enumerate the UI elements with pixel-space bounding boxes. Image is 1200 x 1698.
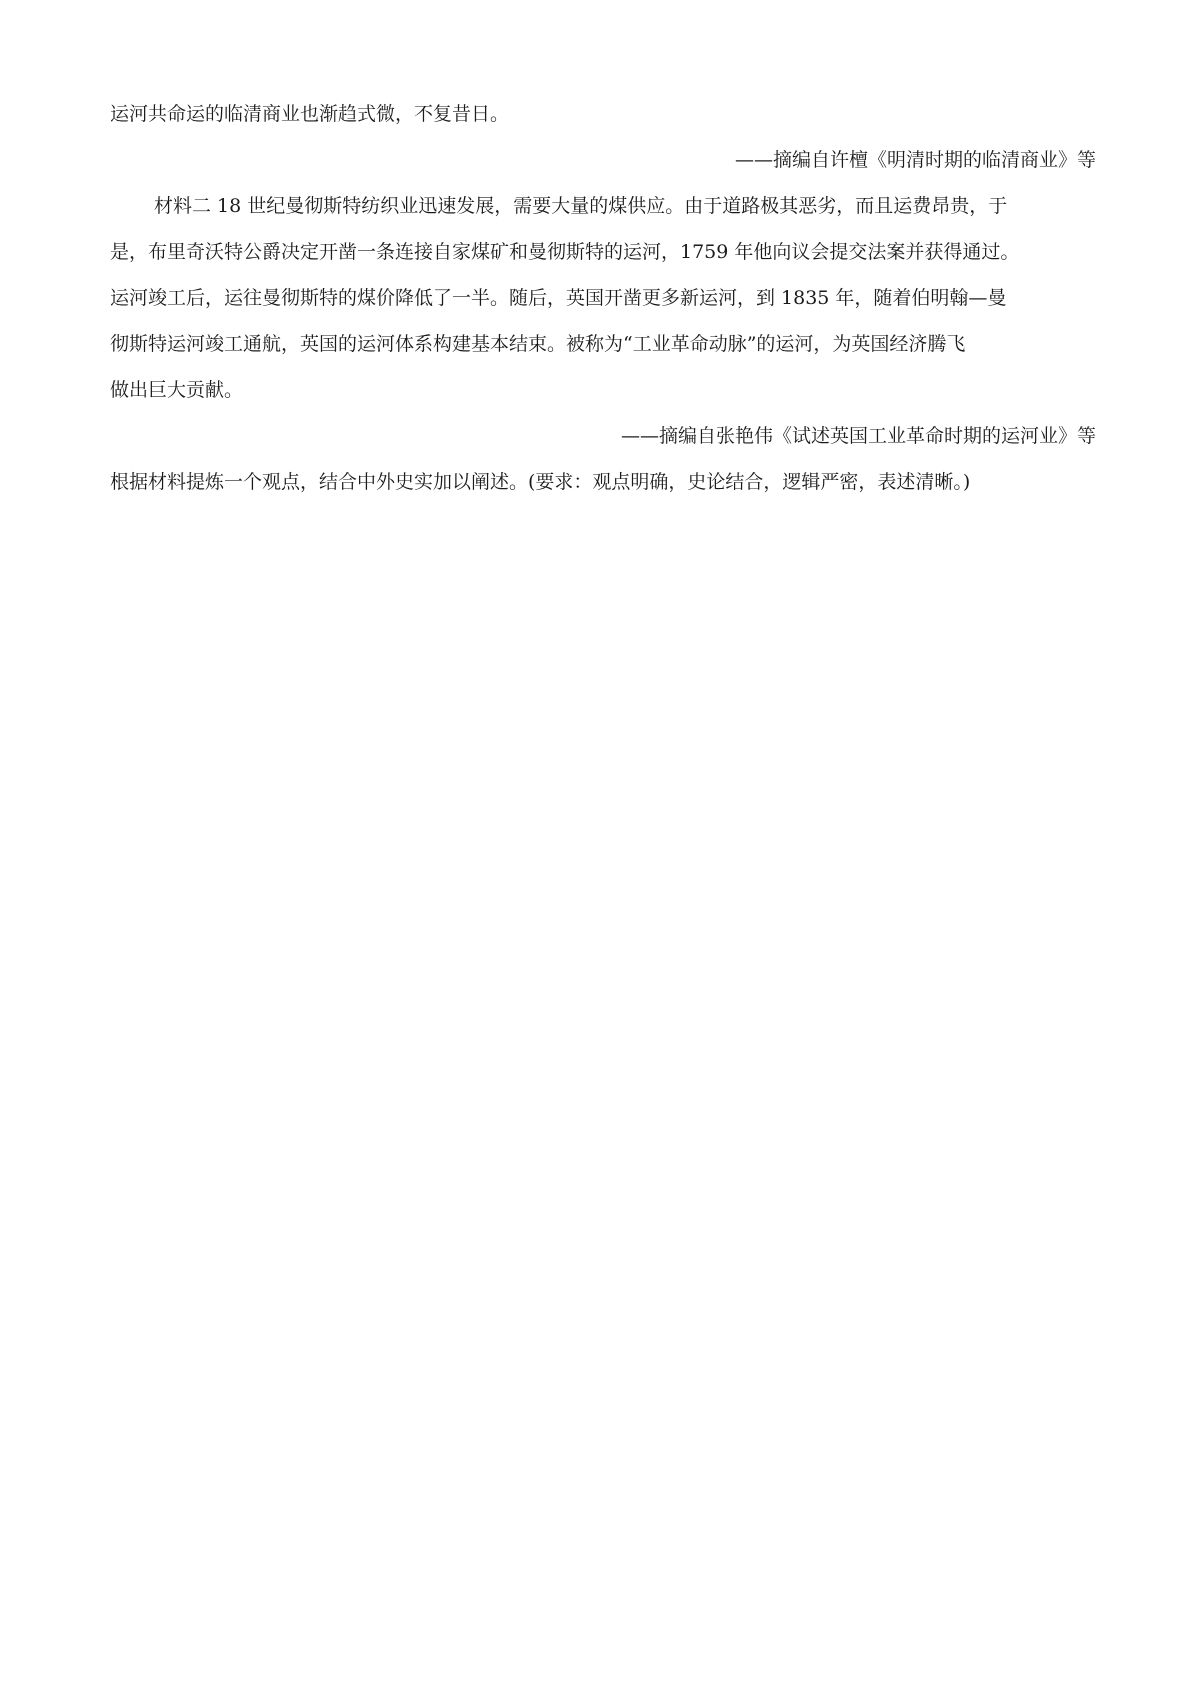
material1-source: ——摘编自许檀《明清时期的临清商业》等 <box>734 149 1096 171</box>
question-prompt: 根据材料提炼一个观点，结合中外史实加以阐述。(要求：观点明确，史论结合，逻辑严密，表述清晰。) <box>110 471 971 493</box>
material2-line: 是，布里奇沃特公爵决定开凿一条连接自家煤矿和曼彻斯特的运河，1759 年他向议会提交法案并获得通过。 <box>110 241 1020 263</box>
material1-continuation: 运河共命运的临清商业也渐趋式微，不复昔日。 <box>110 103 510 125</box>
material2-paragraph <box>110 188 1096 408</box>
material2-line: 材料二 18 世纪曼彻斯特纺织业迅速发展，需要大量的煤供应。由于道路极其恶劣，而且运费昂贵，于 <box>154 195 1008 217</box>
material2-line: 彻斯特运河竣工通航，英国的运河体系构建基本结束。被称为“工业革命动脉”的运河，为英国经济腾飞 <box>110 333 966 355</box>
document-body <box>110 96 1096 510</box>
material2-source: ——摘编自张艳伟《试述英国工业革命时期的运河业》等 <box>620 425 1096 447</box>
material2-line: 运河竣工后，运往曼彻斯特的煤价降低了一半。随后，英国开凿更多新运河，到 1835 年，随着伯明翰—曼 <box>110 287 1007 309</box>
material2-line: 做出巨大贡献。 <box>110 379 244 401</box>
